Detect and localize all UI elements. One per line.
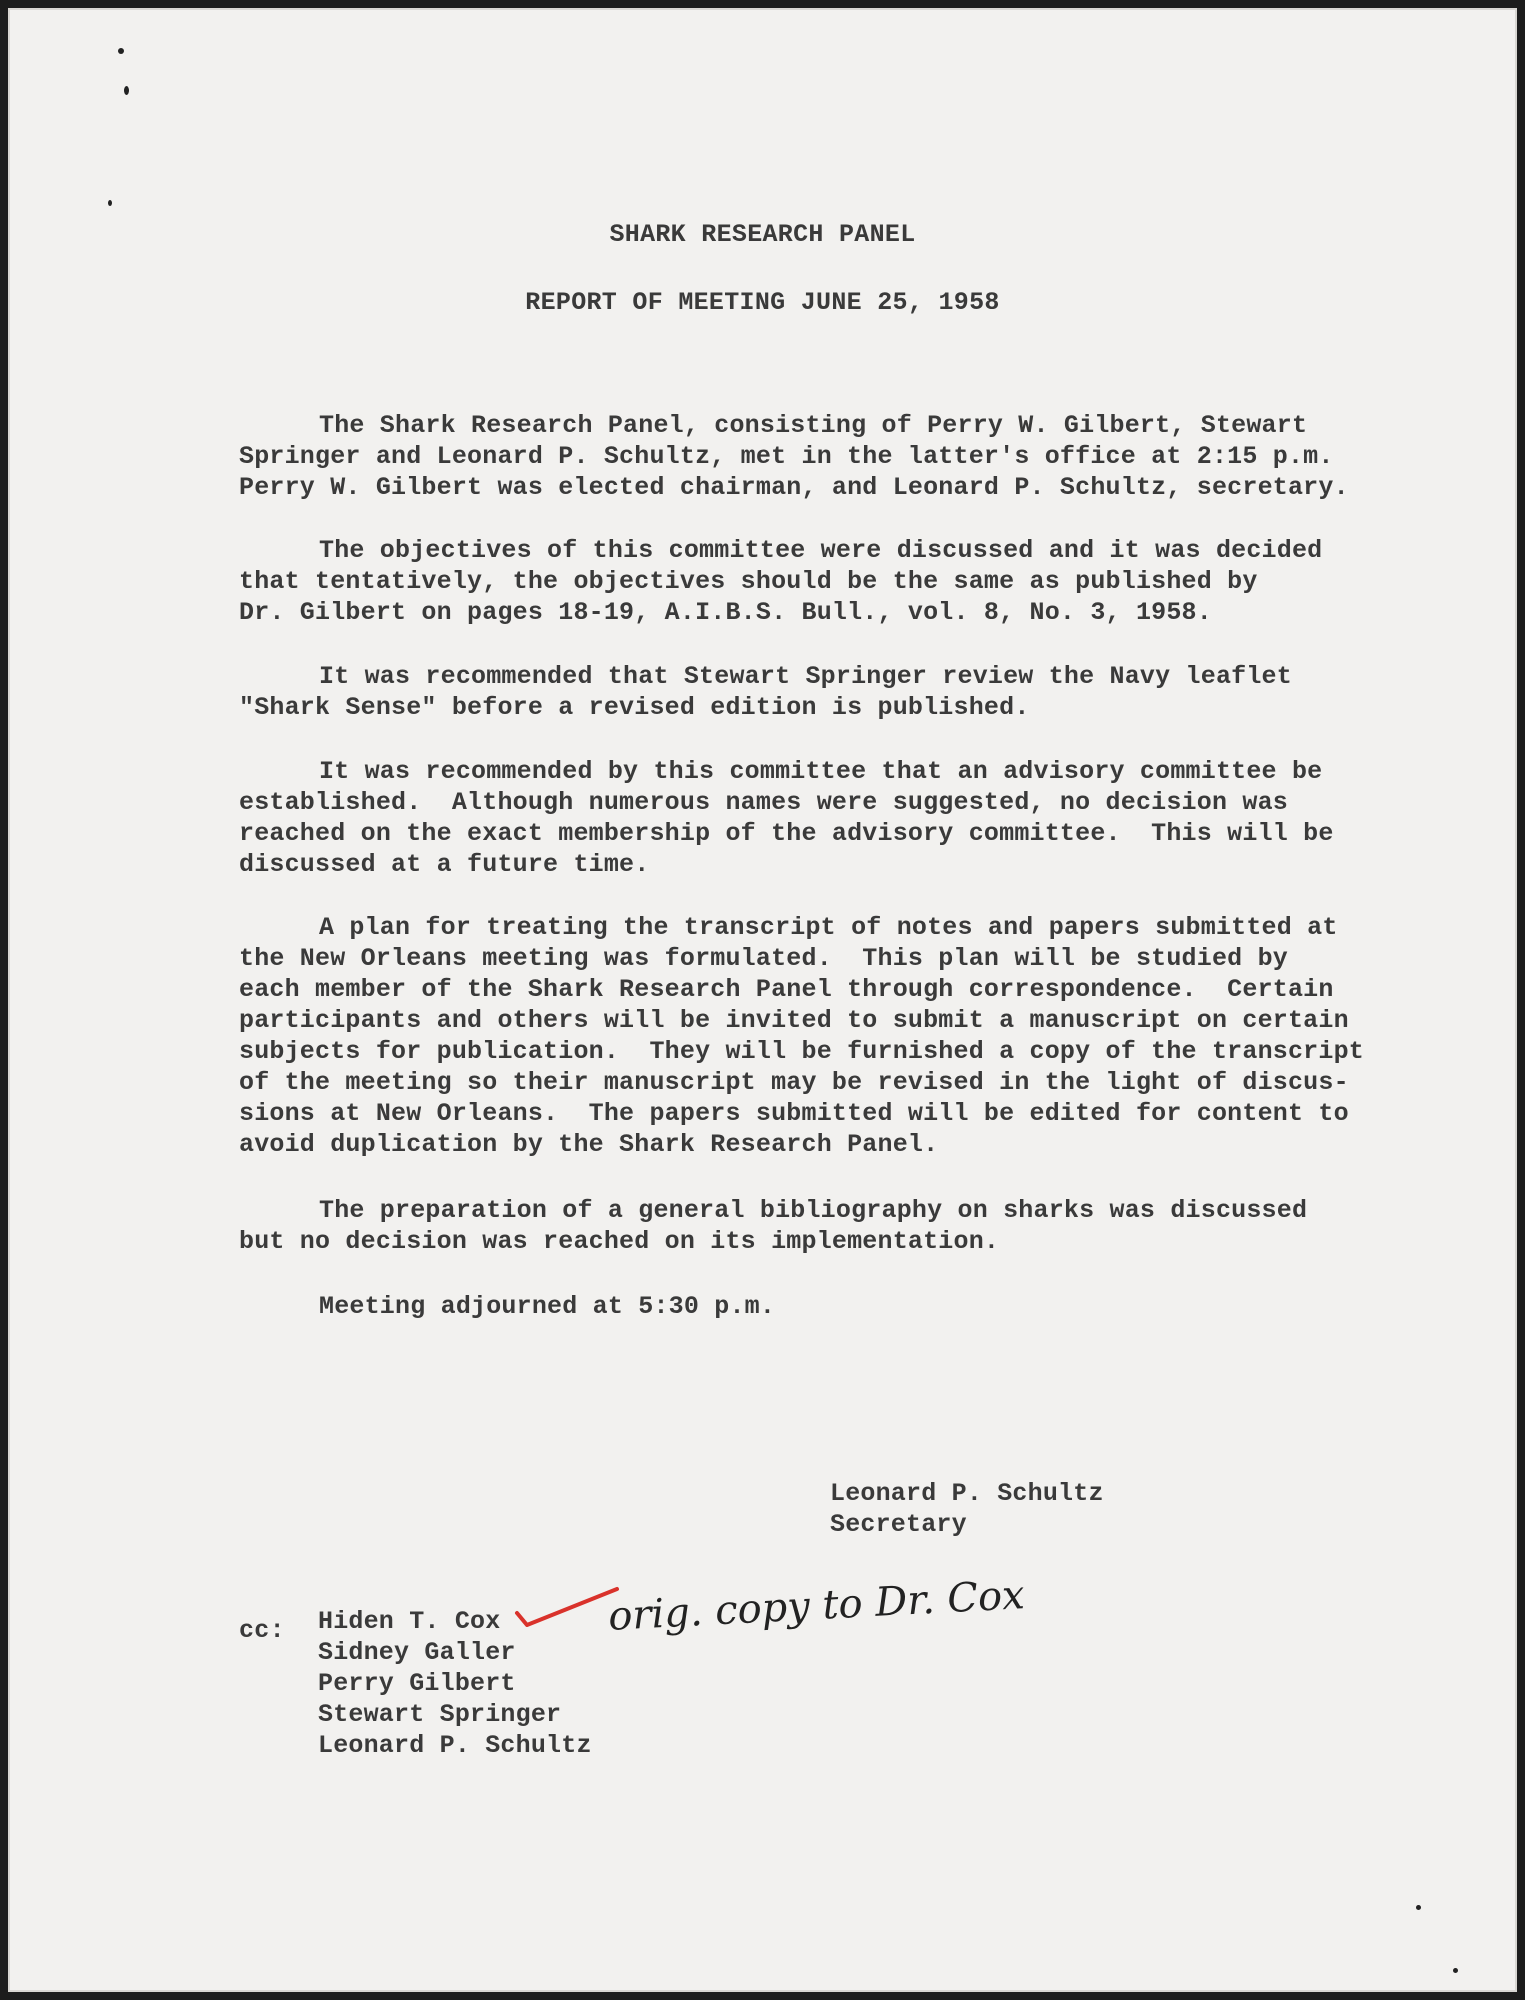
paragraph-line: subjects for publication. They will be furnished a copy of the transcript: [239, 1037, 1364, 1066]
punch-mark: [1453, 1968, 1458, 1973]
check-mark-icon: [513, 1583, 623, 1633]
cc-recipient: Stewart Springer: [318, 1700, 562, 1729]
paragraph-line: Springer and Leonard P. Schultz, met in the latter's office at 2:15 p.m.: [239, 442, 1334, 471]
paragraph-line: avoid duplication by the Shark Research Panel.: [239, 1130, 939, 1159]
paragraph-line: of the meeting so their manuscript may be revised in the light of discus-: [239, 1068, 1349, 1097]
paragraph-line: It was recommended by this committee that an advisory committee be: [319, 757, 1323, 786]
paragraph-line: The preparation of a general bibliography on sharks was discussed: [319, 1196, 1308, 1225]
paragraph-1: [239, 410, 1419, 503]
cc-recipient: Hiden T. Cox: [318, 1607, 501, 1636]
paragraph-line: the New Orleans meeting was formulated. This plan will be studied by: [239, 944, 1288, 973]
signature-block: [830, 1478, 1230, 1540]
handwritten-note: orig. copy to Dr. Cox: [607, 1572, 1026, 1640]
cc-recipient: Sidney Galler: [318, 1638, 516, 1667]
paragraph-line: discussed at a future time.: [239, 850, 650, 879]
paragraph-line: A plan for treating the transcript of notes and papers submitted at: [319, 913, 1338, 942]
paragraph-4: [239, 756, 1419, 880]
paragraph-line: The objectives of this committee were discussed and it was decided: [319, 536, 1323, 565]
paragraph-line: established. Although numerous names were suggested, no decision was: [239, 788, 1288, 817]
punch-mark: [124, 86, 129, 95]
paragraph-2: [239, 535, 1419, 628]
cc-recipient: Perry Gilbert: [318, 1669, 516, 1698]
paragraph-line: reached on the exact membership of the advisory committee. This will be: [239, 819, 1334, 848]
paragraph-5: [239, 912, 1419, 1160]
paragraph-line: The Shark Research Panel, consisting of Perry W. Gilbert, Stewart: [319, 411, 1308, 440]
paragraph-line: It was recommended that Stewart Springer review the Navy leaflet: [319, 662, 1292, 691]
punch-mark: [108, 200, 112, 206]
punch-mark: [118, 48, 124, 54]
paragraph-line: Meeting adjourned at 5:30 p.m.: [319, 1292, 776, 1321]
paragraph-line: Perry W. Gilbert was elected chairman, and Leonard P. Schultz, secretary.: [239, 473, 1349, 502]
paragraph-line: "Shark Sense" before a revised edition is published.: [239, 693, 1030, 722]
paragraph-line: but no decision was reached on its implementation.: [239, 1227, 1000, 1256]
cc-label: cc:: [239, 1616, 285, 1645]
paragraph-line: each member of the Shark Research Panel through correspondence. Certain: [239, 975, 1334, 1004]
document-page: [8, 8, 1517, 1992]
punch-mark: [1416, 1905, 1421, 1910]
paragraph-line: Dr. Gilbert on pages 18-19, A.I.B.S. Bull., vol. 8, No. 3, 1958.: [239, 598, 1212, 627]
paragraph-line: sions at New Orleans. The papers submitted will be edited for content to: [239, 1099, 1349, 1128]
paragraph-line: that tentatively, the objectives should be the same as published by: [239, 567, 1258, 596]
paragraph-line: participants and others will be invited to submit a manuscript on certain: [239, 1006, 1349, 1035]
paragraph-6: [239, 1195, 1419, 1257]
document-subtitle: REPORT OF MEETING JUNE 25, 1958: [525, 288, 1000, 317]
paragraph-7: [239, 1291, 1419, 1322]
paragraph-3: [239, 661, 1419, 723]
document-title: SHARK RESEARCH PANEL: [609, 220, 916, 249]
signature-name: Leonard P. Schultz: [830, 1479, 1104, 1508]
cc-recipient: Leonard P. Schultz: [318, 1731, 592, 1760]
signature-role: Secretary: [830, 1510, 967, 1539]
